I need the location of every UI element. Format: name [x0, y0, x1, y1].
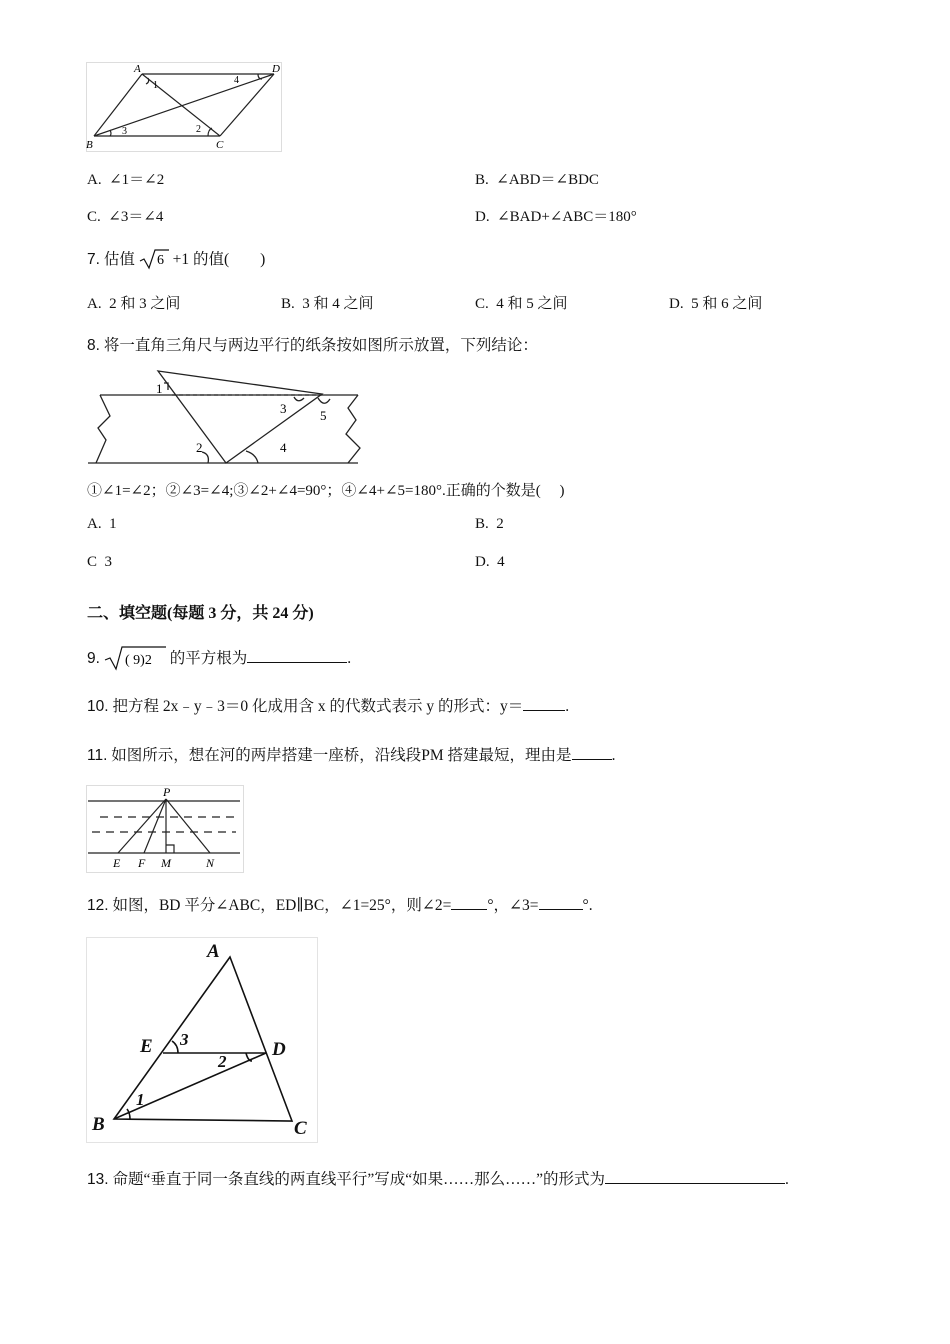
question-text: 的平方根为: [169, 650, 248, 667]
triangle-abc-diagram: [86, 937, 318, 1143]
option-text: ∠3＝∠4: [108, 209, 164, 225]
angle-2-label: 2: [196, 440, 203, 455]
option-text: 4: [497, 554, 505, 570]
punctuation: .: [611, 747, 616, 764]
option-key: D.: [669, 296, 684, 312]
question-number: 13.: [87, 1171, 109, 1188]
radicand: 6: [156, 253, 164, 268]
option-key: C.: [475, 296, 489, 312]
parallelogram-diagram: [86, 62, 282, 152]
question-text: 估值: [103, 251, 135, 268]
angle-4-label: 4: [280, 440, 287, 455]
option-key: A.: [87, 296, 102, 312]
question-number: 8.: [87, 337, 100, 354]
question-12: [87, 893, 593, 915]
option-key: C.: [87, 209, 101, 225]
point-m: M: [161, 856, 171, 870]
river-bridge-diagram: [86, 785, 244, 873]
punctuation: .: [784, 1171, 789, 1188]
point-e: E: [113, 856, 121, 870]
vertex-c: C: [294, 1118, 307, 1139]
question-number: 11.: [87, 747, 108, 764]
vertex-b: B: [92, 1114, 105, 1135]
angle-2-label: 2: [196, 124, 201, 135]
radical-sign-icon: [104, 645, 166, 671]
q6-option-d[interactable]: [475, 205, 637, 226]
question-8: [87, 333, 538, 355]
option-key: C: [87, 554, 98, 570]
q7-option-a[interactable]: [87, 292, 180, 313]
q8-option-d[interactable]: [475, 554, 505, 571]
q8-statements: ①∠1=∠2；②∠3=∠4;③∠2+∠4=90°；④∠4+∠5=180°.正确的个数是( ): [87, 483, 565, 499]
q7-option-d[interactable]: [669, 292, 762, 313]
vertex-c: C: [216, 139, 224, 151]
vertex-d: D: [272, 63, 280, 75]
question-text: 把方程 2x﹣y﹣3＝0 化成用含 x 的代数式表示 y 的形式：y＝: [112, 698, 524, 715]
question-13: [87, 1167, 789, 1189]
option-text: ∠1＝∠2: [109, 172, 165, 188]
option-key: D.: [475, 209, 490, 225]
q8-option-a[interactable]: [87, 516, 117, 533]
option-text: 2 和 3 之间: [109, 296, 181, 312]
q6-option-b[interactable]: [475, 168, 599, 189]
answer-blank[interactable]: [605, 1169, 785, 1184]
option-text: ∠ABD＝∠BDC: [496, 172, 599, 188]
question-11: [87, 743, 615, 765]
option-key: A.: [87, 172, 102, 188]
question-7: [87, 247, 265, 270]
option-text: ∠BAD+∠ABC＝180°: [497, 209, 637, 225]
option-text: 3 和 4 之间: [302, 296, 374, 312]
radical-sign-icon: [139, 248, 169, 270]
question-text: 如图所示，想在河的两岸搭建一座桥，沿线段PM 搭建最短，理由是: [111, 747, 572, 764]
punctuation: °.: [582, 897, 593, 914]
q8-option-b[interactable]: [475, 516, 504, 533]
option-text: 4 和 5 之间: [496, 296, 568, 312]
question-10: [87, 694, 569, 716]
option-key: B.: [475, 516, 489, 532]
q6-option-c[interactable]: [87, 205, 163, 226]
vertex-a: A: [134, 63, 141, 75]
point-f: F: [138, 856, 146, 870]
question-text: 如图，BD 平分∠ABC，ED∥BC，∠1=25°，则∠2=: [112, 897, 452, 914]
question-number: 10.: [87, 698, 109, 715]
option-key: B.: [475, 172, 489, 188]
angle-3-label: 3: [122, 126, 127, 137]
question-9: [87, 645, 351, 671]
section-heading: 二、填空题(每题 3 分，共 24 分): [87, 605, 314, 622]
point-d: D: [272, 1039, 286, 1060]
q7-option-b[interactable]: [281, 292, 374, 313]
option-key: A.: [87, 516, 102, 532]
angle-4-label: 4: [234, 75, 239, 86]
answer-blank[interactable]: [247, 648, 347, 663]
figure-parallelogram: [86, 62, 282, 152]
triangle-strip-diagram: [86, 368, 364, 468]
punctuation: .: [565, 698, 570, 715]
angle-3-label: 3: [280, 401, 287, 416]
angle-2-label: 2: [218, 1052, 227, 1071]
vertex-b: B: [86, 139, 93, 151]
point-e: E: [140, 1036, 153, 1057]
question-text: 将一直角三角尺与两边平行的纸条按如图所示放置，下列结论：: [103, 337, 538, 354]
option-text: 3: [104, 554, 113, 570]
figure-triangle-abc: [86, 937, 318, 1143]
angle-1-label: 1: [156, 381, 163, 396]
answer-blank[interactable]: [572, 745, 612, 760]
option-key: B.: [281, 296, 295, 312]
option-key: D.: [475, 554, 490, 570]
sqrt-expression: [139, 248, 169, 270]
question-text-tail: +1 的值( ): [172, 251, 266, 268]
answer-blank-angle-2[interactable]: [451, 895, 487, 910]
question-number: 7.: [87, 251, 100, 268]
q7-option-c[interactable]: [475, 292, 568, 313]
vertex-a: A: [207, 941, 220, 962]
option-text: 2: [496, 516, 504, 532]
question-text: 命题“垂直于同一条直线的两直线平行”写成“如果……那么……”的形式为: [112, 1171, 605, 1188]
option-text: 5 和 6 之间: [691, 296, 763, 312]
answer-blank[interactable]: [523, 696, 565, 711]
figure-river-bridge: [86, 785, 244, 873]
angle-1-label: 1: [136, 1090, 145, 1109]
question-text-mid: °，∠3=: [487, 897, 539, 914]
angle-3-label: 3: [180, 1030, 189, 1049]
question-number: 9.: [87, 650, 100, 667]
q6-option-a[interactable]: [87, 168, 164, 189]
sqrt-expression: [104, 645, 166, 671]
angle-1-label: 1: [153, 80, 158, 91]
figure-triangle-strip: [86, 368, 364, 468]
question-number: 12.: [87, 897, 109, 914]
option-text: 1: [109, 516, 117, 532]
q8-option-c[interactable]: [87, 554, 112, 571]
answer-blank-angle-3[interactable]: [539, 895, 583, 910]
punctuation: .: [347, 650, 352, 667]
point-p: P: [163, 785, 171, 799]
angle-5-label: 5: [320, 408, 327, 423]
radicand: ( 9)2: [124, 653, 152, 668]
point-n: N: [206, 856, 215, 870]
